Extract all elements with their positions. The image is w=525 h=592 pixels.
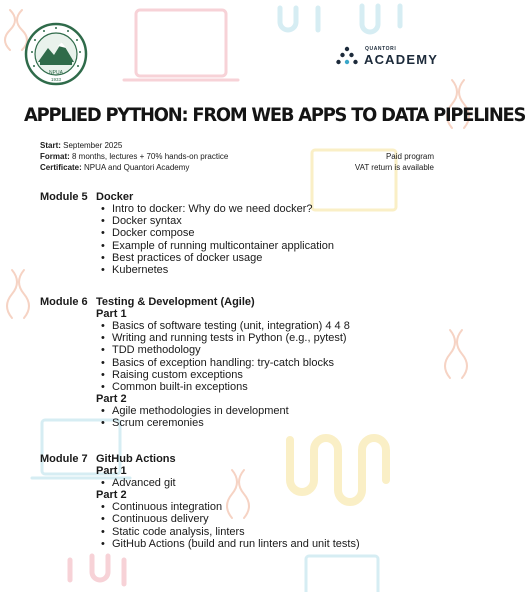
brand-small-text: QUANTORI (365, 45, 397, 52)
part-heading: Part 2 (96, 393, 127, 406)
module-title: GitHub Actions (96, 453, 176, 465)
vat-text: VAT return is available (354, 163, 434, 172)
part-heading: Part 2 (96, 489, 127, 502)
list-item: • Docker syntax (96, 215, 334, 227)
list-item: • Intro to docker: Why do we need docker? (96, 203, 334, 215)
list-item: • TDD methodology (96, 344, 350, 356)
list-item: • Basics of exception handling: try-catch blocks (96, 357, 350, 369)
page-title: APPLIED PYTHON: FROM WEB APPS TO DATA PIPELINES (24, 104, 525, 126)
list-item: • Kubernetes (96, 264, 334, 276)
seal-text: NPUA (49, 70, 63, 76)
list-item: • Writing and running tests in Python (e.g., pytest) (96, 332, 350, 344)
topic-list (96, 203, 334, 276)
pricing-info (355, 151, 434, 173)
certificate-label: Certificate: (40, 163, 82, 172)
module-header (40, 296, 350, 308)
module-header (40, 191, 334, 203)
format-label: Format: (40, 152, 70, 161)
seal-year: 1933 (50, 77, 62, 82)
quantori-academy-logo (336, 46, 438, 66)
university-seal-logo (24, 22, 88, 86)
format-line (40, 151, 228, 162)
module-number: Module 6 (40, 296, 88, 308)
list-item: • Advanced git (96, 477, 360, 489)
format-value: 8 months, lectures + 70% hands-on practice (69, 152, 229, 161)
topic-list (96, 501, 360, 550)
module-number: Module 5 (40, 191, 88, 203)
list-item: • Raising custom exceptions (96, 369, 350, 381)
module-body (96, 308, 350, 430)
module-title: Docker (96, 191, 134, 203)
paid-program-text: Paid program (385, 152, 434, 161)
part-heading: Part 1 (96, 308, 127, 320)
list-item: • Example of running multicontainer application (96, 240, 334, 252)
list-item: • Docker compose (96, 227, 334, 239)
module-number: Module 7 (40, 453, 88, 465)
module-body (96, 465, 360, 550)
module-title: Testing & Development (Agile) (96, 296, 255, 308)
certificate-line (40, 162, 228, 173)
list-item: • Scrum ceremonies (96, 417, 350, 429)
module-6 (40, 296, 350, 430)
list-item: • Static code analysis, linters (96, 526, 360, 538)
start-line (40, 140, 228, 151)
list-item: • Continuous delivery (96, 513, 360, 525)
module-7 (40, 453, 360, 550)
list-item: • Agile methodologies in development (96, 405, 350, 417)
list-item: • Continuous integration (96, 501, 360, 513)
module-5 (40, 191, 334, 276)
list-item: • Basics of software testing (unit, integration) 4 4 8 (96, 320, 350, 332)
topic-list (96, 477, 360, 489)
list-item: • Common built-in exceptions (96, 381, 350, 393)
module-header (40, 453, 360, 465)
list-item: • Best practices of docker usage (96, 252, 334, 264)
topic-list (96, 405, 350, 429)
topic-list (96, 320, 350, 393)
part-heading: Part 1 (96, 465, 127, 477)
certificate-value: NPUA and Quantori Academy (81, 163, 190, 172)
quantori-triangle-icon (336, 46, 358, 66)
start-value: September 2025 (60, 141, 123, 150)
list-item: • GitHub Actions (build and run linters and unit tests) (96, 538, 360, 550)
brand-big-text: ACADEMY (364, 51, 439, 67)
start-label: Start: (40, 141, 61, 150)
course-meta (40, 140, 228, 173)
module-body (96, 203, 334, 276)
